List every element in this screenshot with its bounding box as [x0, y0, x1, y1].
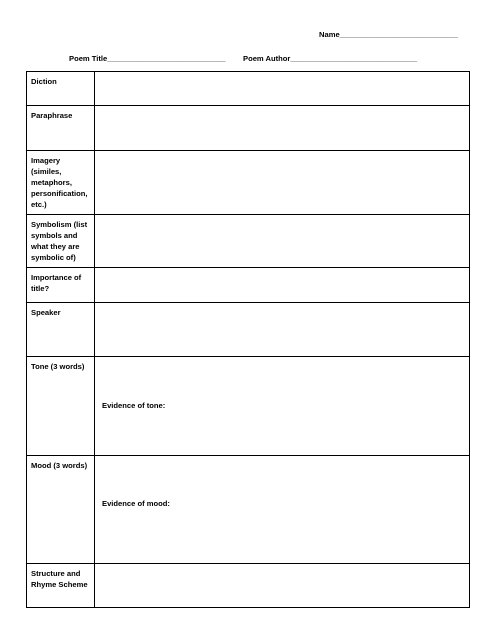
row-label-cell	[27, 215, 95, 268]
row-label: Tone (3 words)	[31, 362, 85, 371]
answer-cell-paraphrase[interactable]	[95, 106, 470, 151]
row-label: Diction	[31, 77, 57, 86]
poem-title-field-line: Poem Title____________________________	[69, 54, 226, 63]
poem-analysis-table	[26, 71, 470, 608]
row-title-importance	[27, 268, 470, 303]
answer-cell-diction[interactable]	[95, 72, 470, 106]
row-paraphrase	[27, 106, 470, 151]
row-symbolism	[27, 215, 470, 268]
poem-author-field-line: Poem Author______________________________	[243, 54, 418, 63]
row-mood	[27, 456, 470, 564]
evidence-of-tone-label: Evidence of tone:	[102, 401, 166, 410]
answer-cell-speaker[interactable]	[95, 303, 470, 357]
row-label-cell	[27, 268, 95, 303]
row-label: Mood (3 words)	[31, 461, 88, 470]
answer-cell-tone[interactable]	[95, 357, 470, 456]
answer-cell-structure[interactable]	[95, 564, 470, 608]
evidence-of-mood-label: Evidence of mood:	[102, 499, 170, 508]
row-structure	[27, 564, 470, 608]
row-label: Speaker	[31, 308, 61, 317]
row-label: Symbolism (list symbols and what they are symbolic of)	[31, 220, 88, 262]
row-label-cell	[27, 456, 95, 564]
row-label: Imagery (similes, metaphors, personification, etc.)	[31, 156, 88, 209]
row-diction	[27, 72, 470, 106]
row-label-cell	[27, 303, 95, 357]
answer-cell-title-importance[interactable]	[95, 268, 470, 303]
row-label: Importance of title?	[31, 273, 82, 293]
row-speaker	[27, 303, 470, 357]
row-label-cell	[27, 564, 95, 608]
row-label-cell	[27, 357, 95, 456]
answer-cell-symbolism[interactable]	[95, 215, 470, 268]
row-tone	[27, 357, 470, 456]
row-label-cell	[27, 106, 95, 151]
answer-cell-imagery[interactable]	[95, 151, 470, 215]
row-label: Structure and Rhyme Scheme	[31, 569, 88, 589]
name-field-line: Name____________________________	[319, 30, 458, 39]
row-label-cell	[27, 72, 95, 106]
row-label: Paraphrase	[31, 111, 73, 120]
row-label-cell	[27, 151, 95, 215]
answer-cell-mood[interactable]	[95, 456, 470, 564]
row-imagery	[27, 151, 470, 215]
